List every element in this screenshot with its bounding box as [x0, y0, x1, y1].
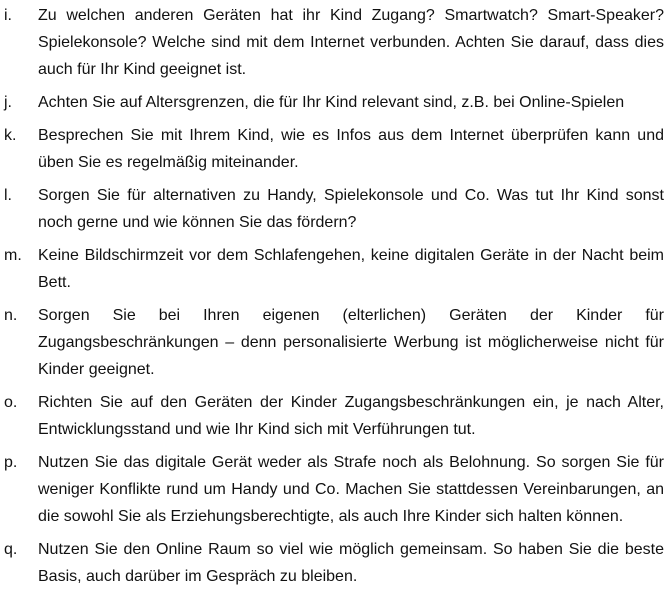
list-item-o [2, 389, 664, 443]
list-marker: m. [4, 247, 22, 264]
list-item-text: Achten Sie auf Altersgrenzen, die für Ihr Kind relevant sind, z.B. bei Online-Spielen [38, 94, 625, 111]
list-item-text: Besprechen Sie mit Ihrem Kind, wie es Infos aus dem Internet überprüfen kann und üben Sie es regelmäßig miteinander. [38, 127, 664, 171]
list-marker: j. [4, 94, 12, 111]
list-marker: k. [4, 127, 17, 144]
list-item-p [2, 449, 664, 530]
list-item-n [2, 302, 664, 383]
list-marker: i. [4, 7, 12, 24]
list-item-i [2, 2, 664, 83]
list-item-text: Nutzen Sie das digitale Gerät weder als Strafe noch als Belohnung. So sorgen Sie für weniger Konflikte rund um Handy und Co. Machen Sie stattdessen Vereinbarungen, an die sowohl Sie als Erziehungsberechtigte, als auch Ihre Kinder sich halten können. [38, 454, 664, 525]
list-item-j [2, 89, 664, 116]
list-item-k [2, 122, 664, 176]
list-item-text: Zu welchen anderen Geräten hat ihr Kind Zugang? Smartwatch? Smart-Speaker? Spielekonsole? Welche sind mit dem Internet verbunden. Achten Sie darauf, dass dies auch für Ihr Kind geeignet ist. [38, 7, 664, 78]
list-marker: l. [4, 187, 12, 204]
list-item-text: Nutzen Sie den Online Raum so viel wie möglich gemeinsam. So haben Sie die beste Basis, auch darüber im Gespräch zu bleiben. [38, 541, 664, 585]
list-item-l [2, 182, 664, 236]
list-item-q [2, 536, 664, 590]
list-marker: n. [4, 307, 18, 324]
tips-list [2, 2, 664, 590]
list-item-text: Sorgen Sie bei Ihren eigenen (elterlichen) Geräten der Kinder für Zugangsbeschränkungen – denn personalisierte Werbung ist möglicherweise nicht für Kinder geeignet. [38, 307, 664, 378]
list-item-text: Sorgen Sie für alternativen zu Handy, Spielekonsole und Co. Was tut Ihr Kind sonst noch gerne und wie können Sie das fördern? [38, 187, 664, 231]
list-item-text: Keine Bildschirmzeit vor dem Schlafengehen, keine digitalen Geräte in der Nacht beim Bett. [38, 247, 664, 291]
list-marker: q. [4, 541, 18, 558]
list-marker: p. [4, 454, 18, 471]
list-item-m [2, 242, 664, 296]
list-item-text: Richten Sie auf den Geräten der Kinder Zugangsbeschränkungen ein, je nach Alter, Entwicklungsstand und wie Ihr Kind sich mit Verführungen tut. [38, 394, 664, 438]
list-marker: o. [4, 394, 18, 411]
